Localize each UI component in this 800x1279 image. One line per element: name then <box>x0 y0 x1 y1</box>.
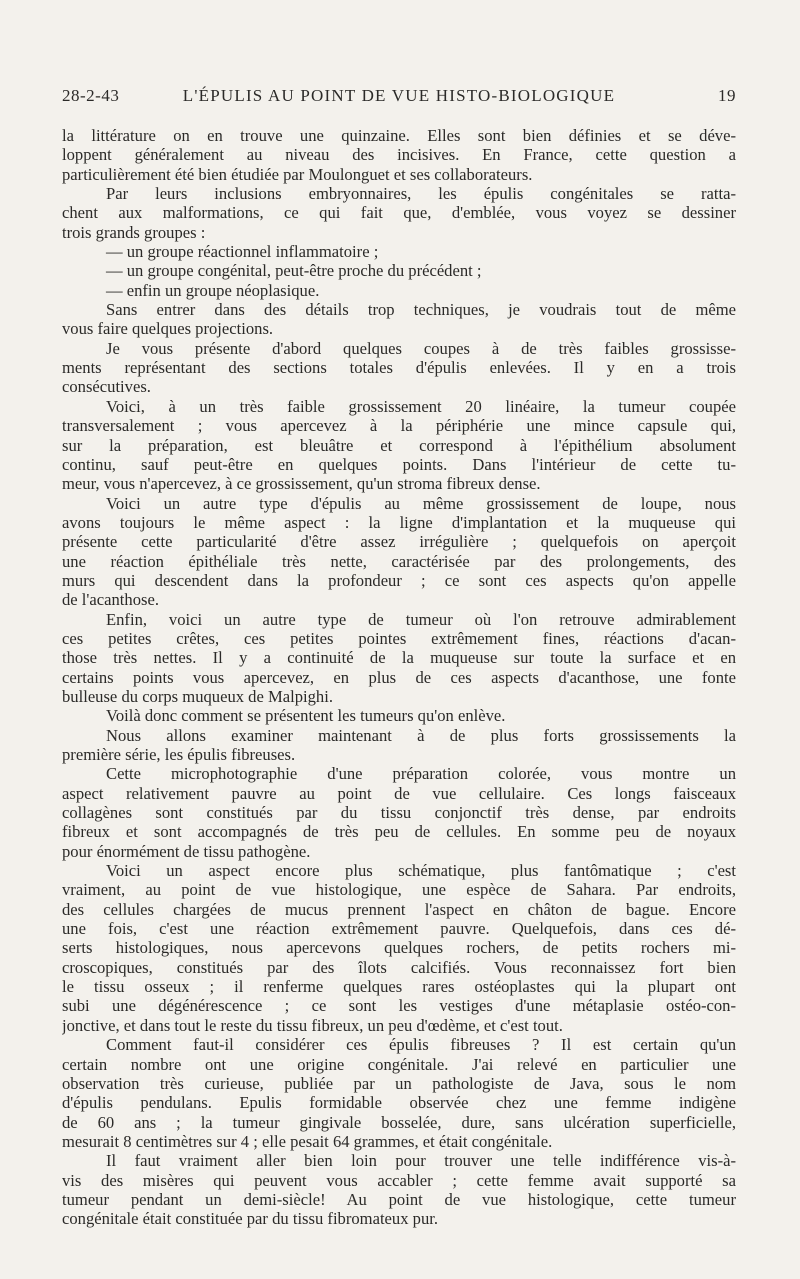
body-text <box>62 126 736 1229</box>
text-line: bulleuse du corps muqueux de Malpighi. <box>62 686 333 706</box>
text-line: première série, les épulis fibreuses. <box>62 745 296 764</box>
text-line: des cellules chargées de mucus prennent l'aspect en châton de bague. Encore <box>62 899 736 919</box>
text-line: Je vous présente d'abord quelques coupes à de très faibles grossisse- <box>106 338 736 358</box>
text-line: Voilà donc comment se présentent les tumeurs qu'on enlève. <box>106 706 506 726</box>
text-line: vous faire quelques projections. <box>62 319 274 339</box>
text-line: fibreux et sont accompagnés de très peu de cellules. En somme peu de noyaux <box>62 822 736 842</box>
header-date: 28-2-43 <box>62 86 120 105</box>
text-line: certains points vous apercevez, en plus de ces aspects d'acanthose, une fonte <box>62 667 736 687</box>
text-line: Comment faut-il considérer ces épulis fibreuses ? Il est certain qu'un <box>106 1035 736 1055</box>
text-line: meur, vous n'apercevez, à ce grossissement, qu'un stroma fibreux dense. <box>62 474 541 494</box>
text-line: sur la préparation, est bleuâtre et correspond à l'épithélium absolument <box>62 435 736 455</box>
text-line: particulièrement été bien étudiée par Moulonguet et ses collaborateurs. <box>62 164 533 184</box>
text-line: une réaction épithéliale très nette, caractérisée par des prolongements, des <box>62 551 736 571</box>
text-line: certain nombre ont une origine congénitale. J'ai relevé en particulier une <box>62 1054 736 1074</box>
text-line: Voici un autre type d'épulis au même grossissement de loupe, nous <box>106 493 736 513</box>
text-line: avons toujours le même aspect : la ligne d'implantation et la muqueuse qui <box>62 512 736 532</box>
text-line: la littérature on en trouve une quinzaine. Elles sont bien définies et se déve- <box>62 126 736 145</box>
text-line: murs qui descendent dans la profondeur ; ce sont ces aspects qu'on appelle <box>62 570 736 590</box>
text-line: congénitale était constituée par du tissu fibromateux pur. <box>62 1209 439 1229</box>
text-line: Par leurs inclusions embryonnaires, les épulis congénitales se ratta- <box>106 184 736 204</box>
text-line: — enfin un groupe néoplasique. <box>106 280 320 300</box>
header-title: L'ÉPULIS AU POINT DE VUE HISTO-BIOLOGIQUE <box>182 86 616 105</box>
text-line: — un groupe congénital, peut-être proche du précédent ; <box>106 261 482 281</box>
text-line: consécutives. <box>62 377 151 397</box>
text-line: vis des misères qui peuvent vous accabler ; cette femme avait supporté sa <box>62 1170 736 1190</box>
text-line: observation très curieuse, publiée par un pathologiste de Java, sous le nom <box>62 1073 736 1093</box>
text-line: transversalement ; vous apercevez à la périphérie une mince capsule qui, <box>62 416 736 436</box>
text-line: continu, sauf peut-être en quelques points. Dans l'intérieur de cette tu- <box>62 454 736 474</box>
text-line: Voici, à un très faible grossissement 20 linéaire, la tumeur coupée <box>106 396 736 416</box>
text-line: chent aux malformations, ce qui fait que, d'emblée, vous voyez se dessiner <box>62 203 736 223</box>
text-line: ments représentant des sections totales d'épulis enlevées. Il y en a trois <box>62 358 736 378</box>
text-line: collagènes sont constitués par du tissu conjonctif très dense, par endroits <box>62 803 736 823</box>
text-line: de l'acanthose. <box>62 590 159 610</box>
text-line: serts histologiques, nous apercevons quelques rochers, de petits rochers mi- <box>62 938 736 958</box>
text-line: loppent généralement au niveau des incisives. En France, cette question a <box>62 145 736 165</box>
text-line: croscopiques, constitués par des îlots calcifiés. Vous reconnaissez fort bien <box>62 957 736 977</box>
text-line: une fois, c'est une réaction extrêmement pauvre. Quelquefois, dans ces dé- <box>62 919 736 939</box>
text-line: pour énormément de tissu pathogène. <box>62 841 311 861</box>
text-line: présente cette particularité d'être assez irrégulière ; quelquefois on aperçoit <box>62 532 736 552</box>
text-line: le tissu osseux ; il renferme quelques rares ostéoplastes qui la plupart ont <box>62 977 736 997</box>
text-line: vraiment, au point de vue histologique, une espèce de Sahara. Par endroits, <box>62 880 736 900</box>
text-line: Il faut vraiment aller bien loin pour trouver une telle indifférence vis-à- <box>106 1151 736 1171</box>
text-line: aspect relativement pauvre au point de vue cellulaire. Ces longs faisceaux <box>62 783 736 803</box>
text-line: Cette microphotographie d'une préparation colorée, vous montre un <box>106 764 736 784</box>
text-line: Nous allons examiner maintenant à de plus forts grossissements la <box>106 725 736 745</box>
text-line: Sans entrer dans des détails trop techniques, je voudrais tout de même <box>106 300 736 320</box>
text-line: mesurait 8 centimètres sur 4 ; elle pesait 64 grammes, et était congénitale. <box>62 1131 553 1151</box>
text-line: Enfin, voici un autre type de tumeur où l'on retrouve admirablement <box>106 609 736 629</box>
text-line: ces petites crêtes, ces petites pointes extrêmement fines, réactions d'acan- <box>62 628 736 648</box>
text-line: — un groupe réactionnel inflammatoire ; <box>106 242 379 262</box>
text-line: trois grands groupes : <box>62 222 206 242</box>
text-line: those très nettes. Il y a continuité de la muqueuse sur toute la surface et en <box>62 648 736 668</box>
text-line: de 60 ans ; la tumeur gingivale bosselée, dure, sans ulcération superficielle, <box>62 1112 736 1132</box>
page-number: 19 <box>718 86 736 105</box>
text-line: d'épulis pendulans. Epulis formidable observée chez une femme indigène <box>62 1093 736 1113</box>
text-line: tumeur pendant un demi-siècle! Au point de vue histologique, cette tumeur <box>62 1189 736 1209</box>
text-line: subi une dégénérescence ; ce sont les vestiges d'une métaplasie ostéo-con- <box>62 996 736 1016</box>
running-header <box>62 86 736 110</box>
text-line: Voici un aspect encore plus schématique, plus fantômatique ; c'est <box>106 861 736 881</box>
text-line: jonctive, et dans tout le reste du tissu fibreux, un peu d'œdème, et c'est tout. <box>62 1015 563 1035</box>
